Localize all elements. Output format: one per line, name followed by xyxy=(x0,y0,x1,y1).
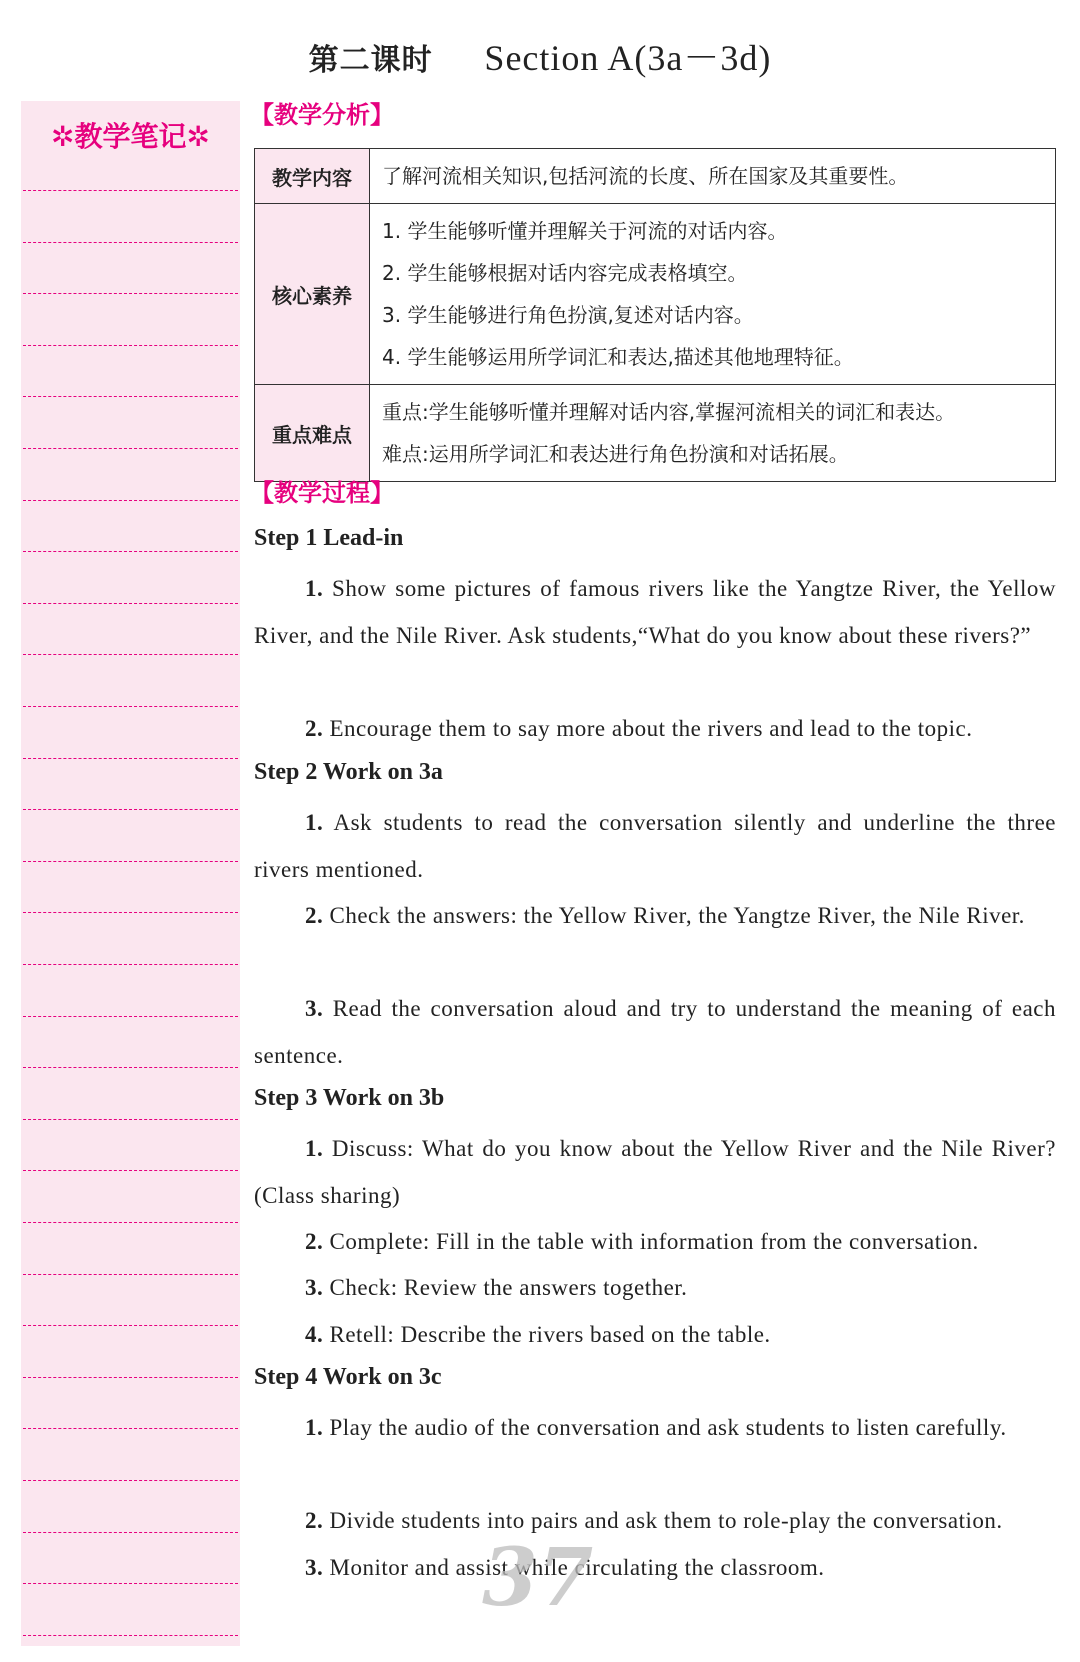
item-number: 2. xyxy=(305,716,324,741)
item-text: Check the answers: the Yellow River, the Yangtze River, the Nile River. xyxy=(323,903,1025,928)
item-text: Check: Review the answers together. xyxy=(323,1275,688,1300)
notes-ruled-line xyxy=(23,1377,238,1378)
step-item xyxy=(254,1312,1056,1359)
item-text: Play the audio of the conversation and ask students to listen carefully. xyxy=(323,1415,1007,1440)
page-number: 37 xyxy=(482,1530,594,1624)
lesson-title-cn: 第二课时 xyxy=(308,43,433,78)
notes-ruled-line xyxy=(23,1583,238,1584)
content-line: 重点:学生能够听懂并理解对话内容,掌握河流相关的词汇和表达。 xyxy=(382,400,956,424)
step-item xyxy=(254,893,1056,940)
step-heading: Step 1 Lead-in xyxy=(254,525,404,551)
notes-ruled-line xyxy=(23,1480,238,1481)
step-item xyxy=(254,1219,1056,1266)
content-line: 3. 学生能够进行角色扮演,复述对话内容。 xyxy=(382,303,754,327)
notes-ruled-line xyxy=(23,603,238,604)
table-row xyxy=(255,204,1056,385)
item-number: 2. xyxy=(305,1229,324,1254)
item-text: Encourage them to say more about the rivers and lead to the topic. xyxy=(323,716,973,741)
analysis-table xyxy=(254,148,1056,482)
notes-ruled-line xyxy=(23,345,238,346)
notes-ruled-line xyxy=(23,654,238,655)
page-title xyxy=(0,30,1080,81)
step-item xyxy=(254,1405,1056,1452)
item-number: 3. xyxy=(305,1275,324,1300)
item-number: 3. xyxy=(305,1555,324,1580)
row-label: 重点难点 xyxy=(255,385,370,482)
step-item xyxy=(254,1545,1056,1592)
step-item xyxy=(254,706,1056,753)
notes-ruled-line xyxy=(23,1635,238,1636)
notes-ruled-line xyxy=(23,1170,238,1171)
notes-ruled-line xyxy=(23,190,238,191)
content-line: 了解河流相关知识,包括河流的长度、所在国家及其重要性。 xyxy=(382,164,909,188)
row-label: 核心素养 xyxy=(255,204,370,385)
notes-ruled-line xyxy=(23,964,238,965)
step-heading: Step 3 Work on 3b xyxy=(254,1085,445,1111)
item-number: 1. xyxy=(305,810,324,835)
row-content xyxy=(370,204,1056,385)
row-label: 教学内容 xyxy=(255,149,370,204)
analysis-heading: 【教学分析】 xyxy=(250,101,394,129)
table-row xyxy=(255,149,1056,204)
notes-ruled-line xyxy=(23,1532,238,1533)
step-item xyxy=(254,566,1056,659)
item-number: 3. xyxy=(305,996,324,1021)
notes-ruled-line xyxy=(23,1274,238,1275)
step-item xyxy=(254,1126,1056,1219)
lesson-title-en: Section A(3a－3d) xyxy=(484,38,772,78)
item-text: Show some pictures of famous rivers like the Yangtze River, the Yellow River, and the Nile River. Ask students,“What do you know about these rivers?” xyxy=(254,576,1056,648)
item-text: Retell: Describe the rivers based on the table. xyxy=(323,1322,771,1347)
notes-ruled-line xyxy=(23,1325,238,1326)
notes-ruled-line xyxy=(23,809,238,810)
notes-ruled-line xyxy=(23,551,238,552)
notes-ruled-line xyxy=(23,861,238,862)
item-text: Divide students into pairs and ask them to role-play the conversation. xyxy=(323,1508,1003,1533)
process-heading: 【教学过程】 xyxy=(250,479,394,507)
step-item xyxy=(254,986,1056,1079)
notes-ruled-line xyxy=(23,758,238,759)
notes-ruled-line xyxy=(23,1222,238,1223)
item-text: Read the conversation aloud and try to understand the meaning of each sentence. xyxy=(254,996,1056,1068)
notes-sidebar xyxy=(21,101,240,1646)
content-line: 4. 学生能够运用所学词汇和表达,描述其他地理特征。 xyxy=(382,345,854,369)
step-item xyxy=(254,800,1056,893)
row-content xyxy=(370,149,1056,204)
notes-ruled-line xyxy=(23,500,238,501)
item-number: 1. xyxy=(305,1415,324,1440)
notes-ruled-line xyxy=(23,242,238,243)
row-content xyxy=(370,385,1056,482)
notes-ruled-line xyxy=(23,1428,238,1429)
notes-ruled-line xyxy=(23,912,238,913)
notes-ruled-line xyxy=(23,448,238,449)
item-number: 2. xyxy=(305,1508,324,1533)
step-heading: Step 2 Work on 3a xyxy=(254,759,443,785)
content-line: 难点:运用所学词汇和表达进行角色扮演和对话拓展。 xyxy=(382,442,849,466)
item-text: Ask students to read the conversation silently and underline the three rivers mentioned. xyxy=(254,810,1056,882)
content-line: 2. 学生能够根据对话内容完成表格填空。 xyxy=(382,261,748,285)
notes-ruled-line xyxy=(23,1119,238,1120)
notes-ruled-line xyxy=(23,293,238,294)
notes-sidebar-title: ✲教学笔记✲ xyxy=(51,120,210,153)
item-text: Monitor and assist while circulating the classroom. xyxy=(323,1555,825,1580)
step-item xyxy=(254,1498,1056,1545)
step-item xyxy=(254,1265,1056,1312)
notes-ruled-line xyxy=(23,1067,238,1068)
notes-ruled-line xyxy=(23,1016,238,1017)
item-number: 1. xyxy=(305,1136,324,1161)
item-number: 4. xyxy=(305,1322,324,1347)
item-text: Complete: Fill in the table with information from the conversation. xyxy=(323,1229,979,1254)
table-row xyxy=(255,385,1056,482)
item-number: 1. xyxy=(305,576,324,601)
content-line: 1. 学生能够听懂并理解关于河流的对话内容。 xyxy=(382,219,788,243)
item-number: 2. xyxy=(305,903,324,928)
item-text: Discuss: What do you know about the Yellow River and the Nile River? (Class sharing) xyxy=(254,1136,1056,1208)
step-heading: Step 4 Work on 3c xyxy=(254,1364,442,1390)
notes-ruled-line xyxy=(23,706,238,707)
notes-ruled-line xyxy=(23,396,238,397)
